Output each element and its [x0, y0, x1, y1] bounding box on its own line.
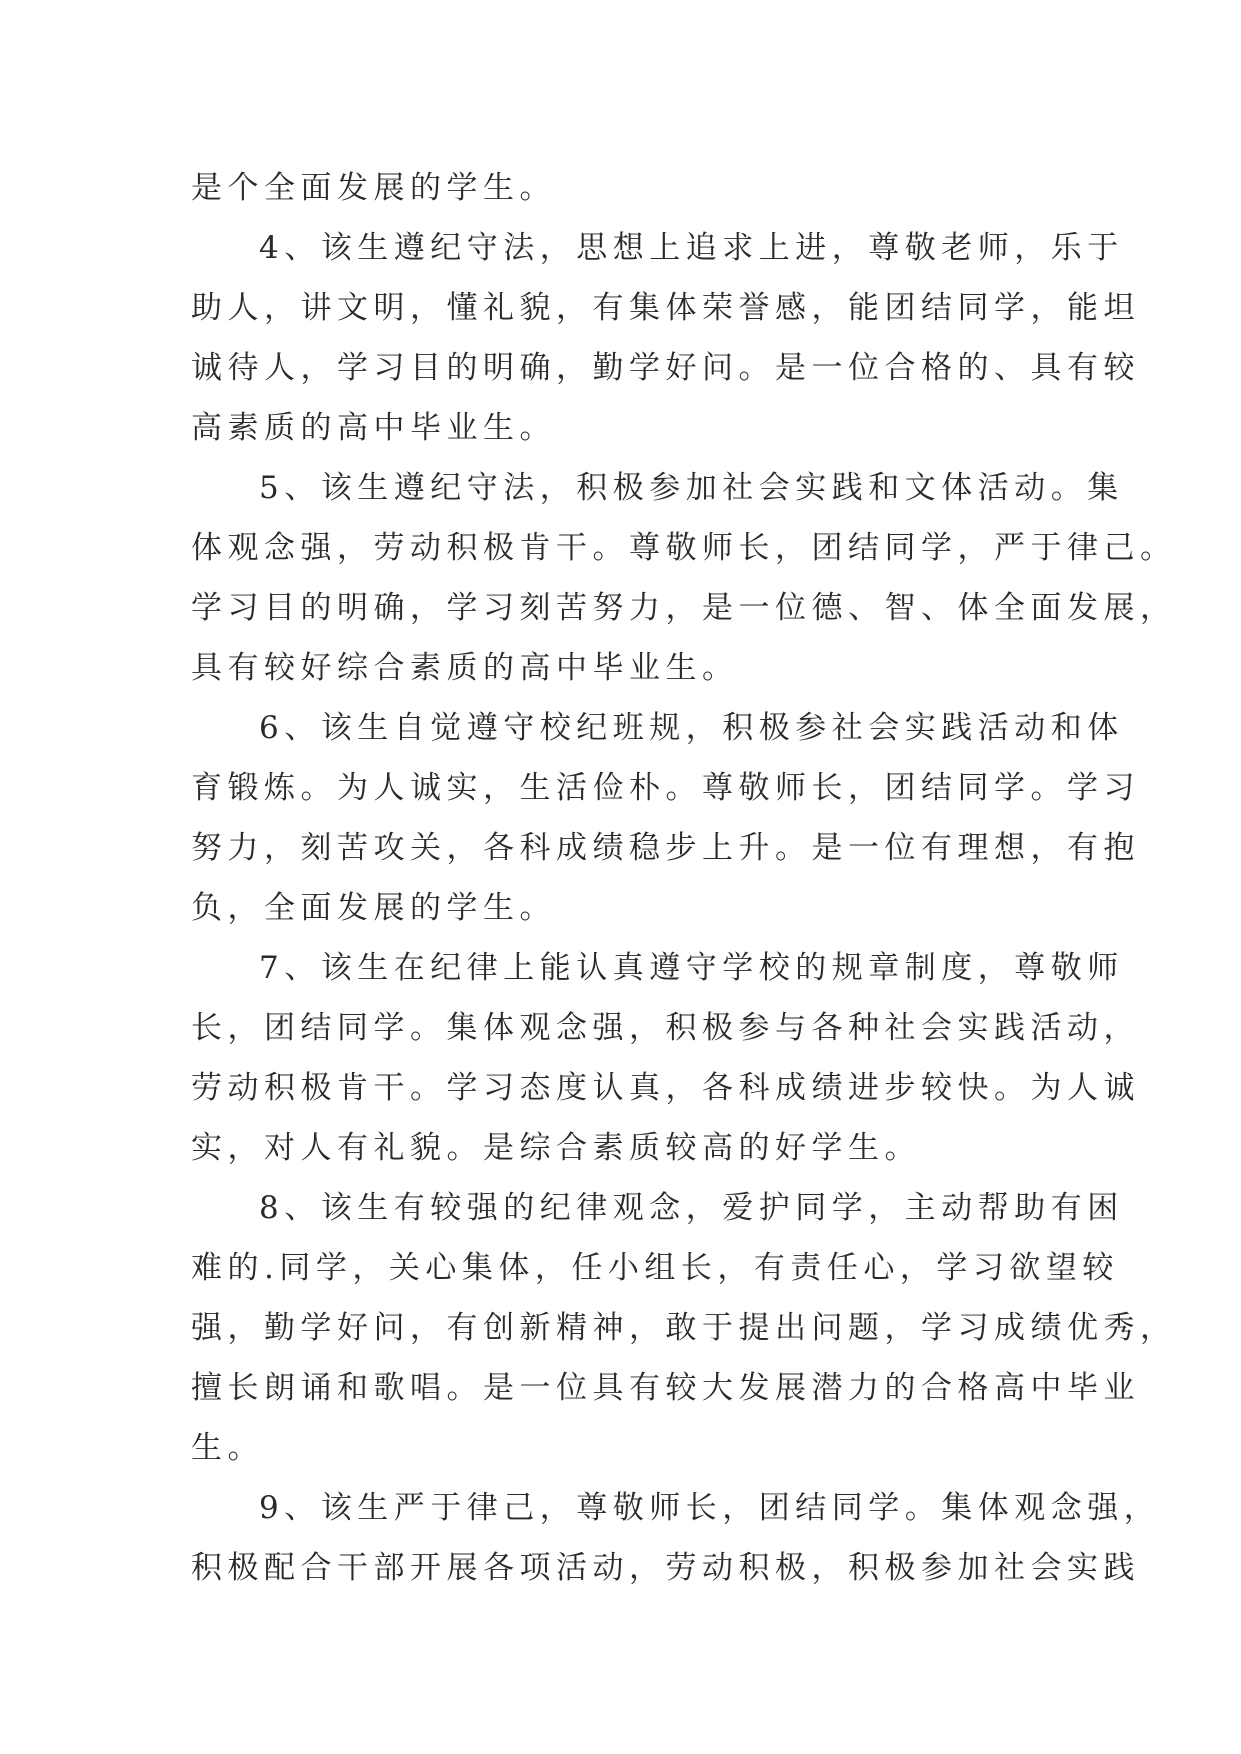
- text-line: 长，团结同学。集体观念强，积极参与各种社会实践活动，: [191, 1010, 1140, 1046]
- text-line: 4、该生遵纪守法，思想上追求上进，尊敬老师，乐于: [259, 230, 1124, 266]
- text-line: 6、该生自觉遵守校纪班规，积极参社会实践活动和体: [259, 710, 1124, 746]
- text-line: 积极配合干部开展各项活动，劳动积极，积极参加社会实践: [191, 1550, 1140, 1586]
- text-line: 擅长朗诵和歌唱。是一位具有较大发展潜力的合格高中毕业: [191, 1370, 1140, 1406]
- text-line: 5、该生遵纪守法，积极参加社会实践和文体活动。集: [259, 470, 1124, 506]
- text-line: 劳动积极肯干。学习态度认真，各科成绩进步较快。为人诚: [191, 1070, 1140, 1106]
- text-line: 强，勤学好问，有创新精神，敢于提出问题，学习成绩优秀，: [191, 1310, 1177, 1346]
- text-line: 负，全面发展的学生。: [191, 890, 556, 926]
- text-line: 生。: [191, 1430, 264, 1466]
- text-line: 9、该生严于律己，尊敬师长，团结同学。集体观念强，: [259, 1490, 1161, 1526]
- text-line: 努力，刻苦攻关，各科成绩稳步上升。是一位有理想，有抱: [191, 830, 1140, 866]
- text-line: 学习目的明确，学习刻苦努力，是一位德、智、体全面发展，: [191, 590, 1177, 626]
- body-text: [191, 158, 1177, 1598]
- text-line: 实，对人有礼貌。是综合素质较高的好学生。: [191, 1130, 921, 1166]
- text-line: 是个全面发展的学生。: [191, 170, 556, 206]
- text-line: 难的.同学，关心集体，任小组长，有责任心，学习欲望较: [191, 1250, 1119, 1286]
- text-line: 8、该生有较强的纪律观念，爱护同学，主动帮助有困: [259, 1190, 1124, 1226]
- text-line: 体观念强，劳动积极肯干。尊敬师长，团结同学，严于律己。: [191, 530, 1177, 566]
- text-line: 高素质的高中毕业生。: [191, 410, 556, 446]
- text-line: 诚待人，学习目的明确，勤学好问。是一位合格的、具有较: [191, 350, 1140, 386]
- text-line: 助人，讲文明，懂礼貌，有集体荣誉感，能团结同学，能坦: [191, 290, 1140, 326]
- text-line: 具有较好综合素质的高中毕业生。: [191, 650, 739, 686]
- text-line: 7、该生在纪律上能认真遵守学校的规章制度，尊敬师: [259, 950, 1124, 986]
- text-line: 育锻炼。为人诚实，生活俭朴。尊敬师长，团结同学。学习: [191, 770, 1140, 806]
